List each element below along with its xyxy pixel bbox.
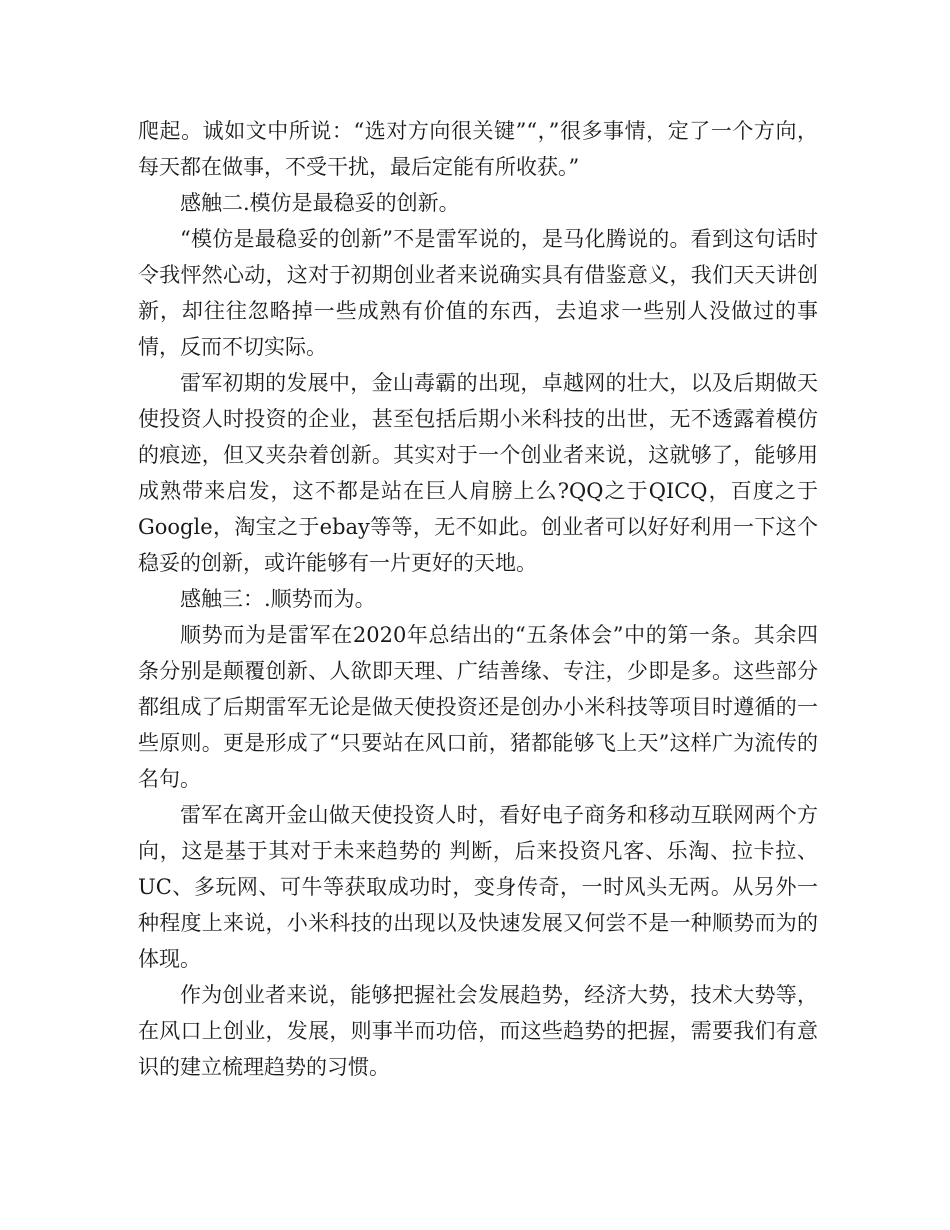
- paragraph: 顺势而为是雷军在2020年总结出的“五条体会”中的第一条。其余四条分别是颠覆创新、人欲即天理、广结善缘、专注，少即是多。这些部分都组成了后期雷军无论是做天使投资还是创办小米科技等项目时遵循的一些原则。更是形成了“只要站在风口前，猪都能够飞上天”这样广为流传的名句。: [138, 623, 818, 791]
- section-heading-3: 感触三：.顺势而为。: [180, 587, 376, 611]
- paragraph: 作为创业者来说，能够把握社会发展趋势，经济大势，技术大势等，在风口上创业，发展，则事半而功倍，而这些趋势的把握，需要我们有意识的建立梳理趋势的习惯。: [138, 983, 818, 1079]
- section-heading-2: 感触二.模仿是最稳妥的创新。: [180, 191, 460, 215]
- paragraph: 雷军在离开金山做天使投资人时，看好电子商务和移动互联网两个方向，这是基于其对于未来趋势的 判断，后来投资凡客、乐淘、拉卡拉、UC、多玩网、可牛等获取成功时，变身传奇，一时风头无两。从另外一种程度上来说，小米科技的出现以及快速发展又何尝不是一种顺势而为的体现。: [138, 803, 818, 971]
- paragraph: “模仿是最稳妥的创新”不是雷军说的，是马化腾说的。看到这句话时令我怦然心动，这对于初期创业者来说确实具有借鉴意义，我们天天讲创新，却往往忽略掉一些成熟有价值的东西，去追求一些别人没做过的事情，反而不切实际。: [138, 227, 818, 359]
- document-body: [138, 113, 818, 1085]
- paragraph: 雷军初期的发展中，金山毒霸的出现，卓越网的壮大，以及后期做天使投资人时投资的企业，甚至包括后期小米科技的出世，无不透露着模仿的痕迹，但又夹杂着创新。其实对于一个创业者来说，这就够了，能够用成熟带来启发，这不都是站在巨人肩膀上么?QQ之于QICQ，百度之于Google，淘宝之于ebay等等，无不如此。创业者可以好好利用一下这个稳妥的创新，或许能够有一片更好的天地。: [138, 371, 818, 575]
- paragraph-continuation: 爬起。诚如文中所说：“选对方向很关键”“，”很多事情，定了一个方向，每天都在做事，不受干扰，最后定能有所收获。”: [138, 119, 818, 179]
